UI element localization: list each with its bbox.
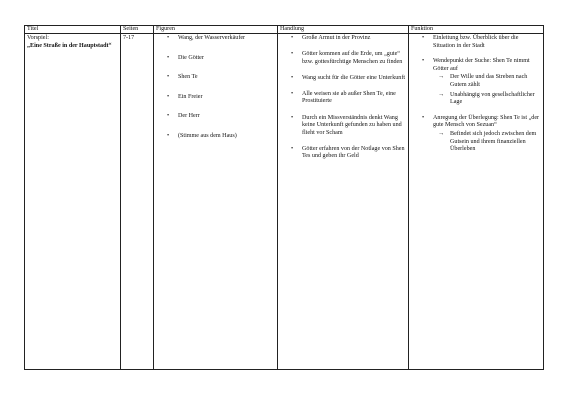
header-function: Funktion (409, 26, 544, 34)
list-item-text: Große Armut in der Provinz (302, 35, 371, 41)
plot-item (280, 146, 406, 161)
cell-plot (278, 34, 409, 370)
figures-list (156, 35, 275, 141)
list-item-text: Einleitung bzw. Überblick über die Situation in der Stadt (433, 35, 519, 49)
plot-item (280, 75, 406, 83)
list-item-text: Wang, der Wasserverkäufer (178, 35, 246, 41)
header-title: Titel (25, 26, 121, 34)
plot-item (280, 35, 406, 43)
function-item (411, 115, 541, 154)
function-sub-list (433, 74, 541, 106)
right-arrow-icon: → (438, 91, 445, 98)
function-sub-item (433, 131, 541, 154)
right-arrow-icon: → (438, 74, 445, 81)
figure-item (156, 35, 275, 43)
plot-item (280, 115, 406, 138)
list-item-text: Shen Te (178, 74, 198, 81)
figure-item (156, 55, 275, 63)
sub-item-text: Der Wille und das Streben nach Gutem zählt (450, 74, 528, 88)
list-item-text: Anregung der Überlegung: Shen Te ist „der gute Mensch von Sezuan“ (433, 114, 540, 129)
sub-item-text: Befindet sich jedoch zwischen dem Gutsein und ihrem finanziellen Überleben (450, 130, 537, 153)
sub-item-text: Unabhängig von gesellschaftlicher Lage (450, 91, 535, 106)
function-item (411, 58, 541, 107)
function-list (411, 35, 541, 154)
list-item-text: Alle weisen sie ab außer Shen Te, eine Prostituierte (302, 90, 396, 105)
figure-item (156, 133, 275, 141)
list-item-text: (Stimme aus dem Haus) (178, 132, 237, 139)
page-range: 7-17 (123, 35, 135, 41)
list-item-text: Götter erfahren von der Notlage von Shen Tes und geben ihr Geld (302, 145, 405, 160)
function-sub-item (433, 74, 541, 89)
list-item-text: Die Götter (178, 54, 204, 61)
plot-item (280, 91, 406, 106)
right-arrow-icon: → (438, 130, 445, 137)
cell-function (409, 34, 544, 370)
function-sub-item (433, 92, 541, 107)
header-row (25, 26, 544, 34)
plot-item (280, 51, 406, 66)
cell-pages (121, 34, 154, 370)
figure-item (156, 94, 275, 102)
cell-title (25, 34, 121, 370)
list-item-text: Ein Freier (178, 93, 203, 100)
list-item-text: Durch ein Missverständnis denkt Wang keine Unterkunft gefunden zu haben und flieht vor Scham (302, 114, 402, 136)
function-sub-list (433, 131, 541, 154)
list-item-text: Götter kommen auf die Erde, um „gute“ bzw. gottesfürchtige Menschen zu finden (302, 51, 403, 65)
figure-item (156, 74, 275, 82)
header-pages: Seiten (121, 26, 154, 34)
plot-list (280, 35, 406, 161)
cell-figures (154, 34, 278, 370)
figure-item (156, 113, 275, 121)
list-item-text: Wendepunkt der Suche: Shen Te nimmt Götter auf (433, 58, 530, 72)
overview-table (24, 25, 544, 370)
table-row (25, 34, 544, 370)
header-figures: Figuren (154, 26, 278, 34)
function-item (411, 35, 541, 50)
header-plot: Handlung (278, 26, 409, 34)
list-item-text: Der Herr (178, 113, 200, 120)
scene-title: „Eine Straße in der Hauptstadt“ (27, 42, 112, 49)
scene-label: Vorspiel: (27, 35, 49, 41)
list-item-text: Wang sucht für die Götter eine Unterkunft (302, 74, 406, 81)
